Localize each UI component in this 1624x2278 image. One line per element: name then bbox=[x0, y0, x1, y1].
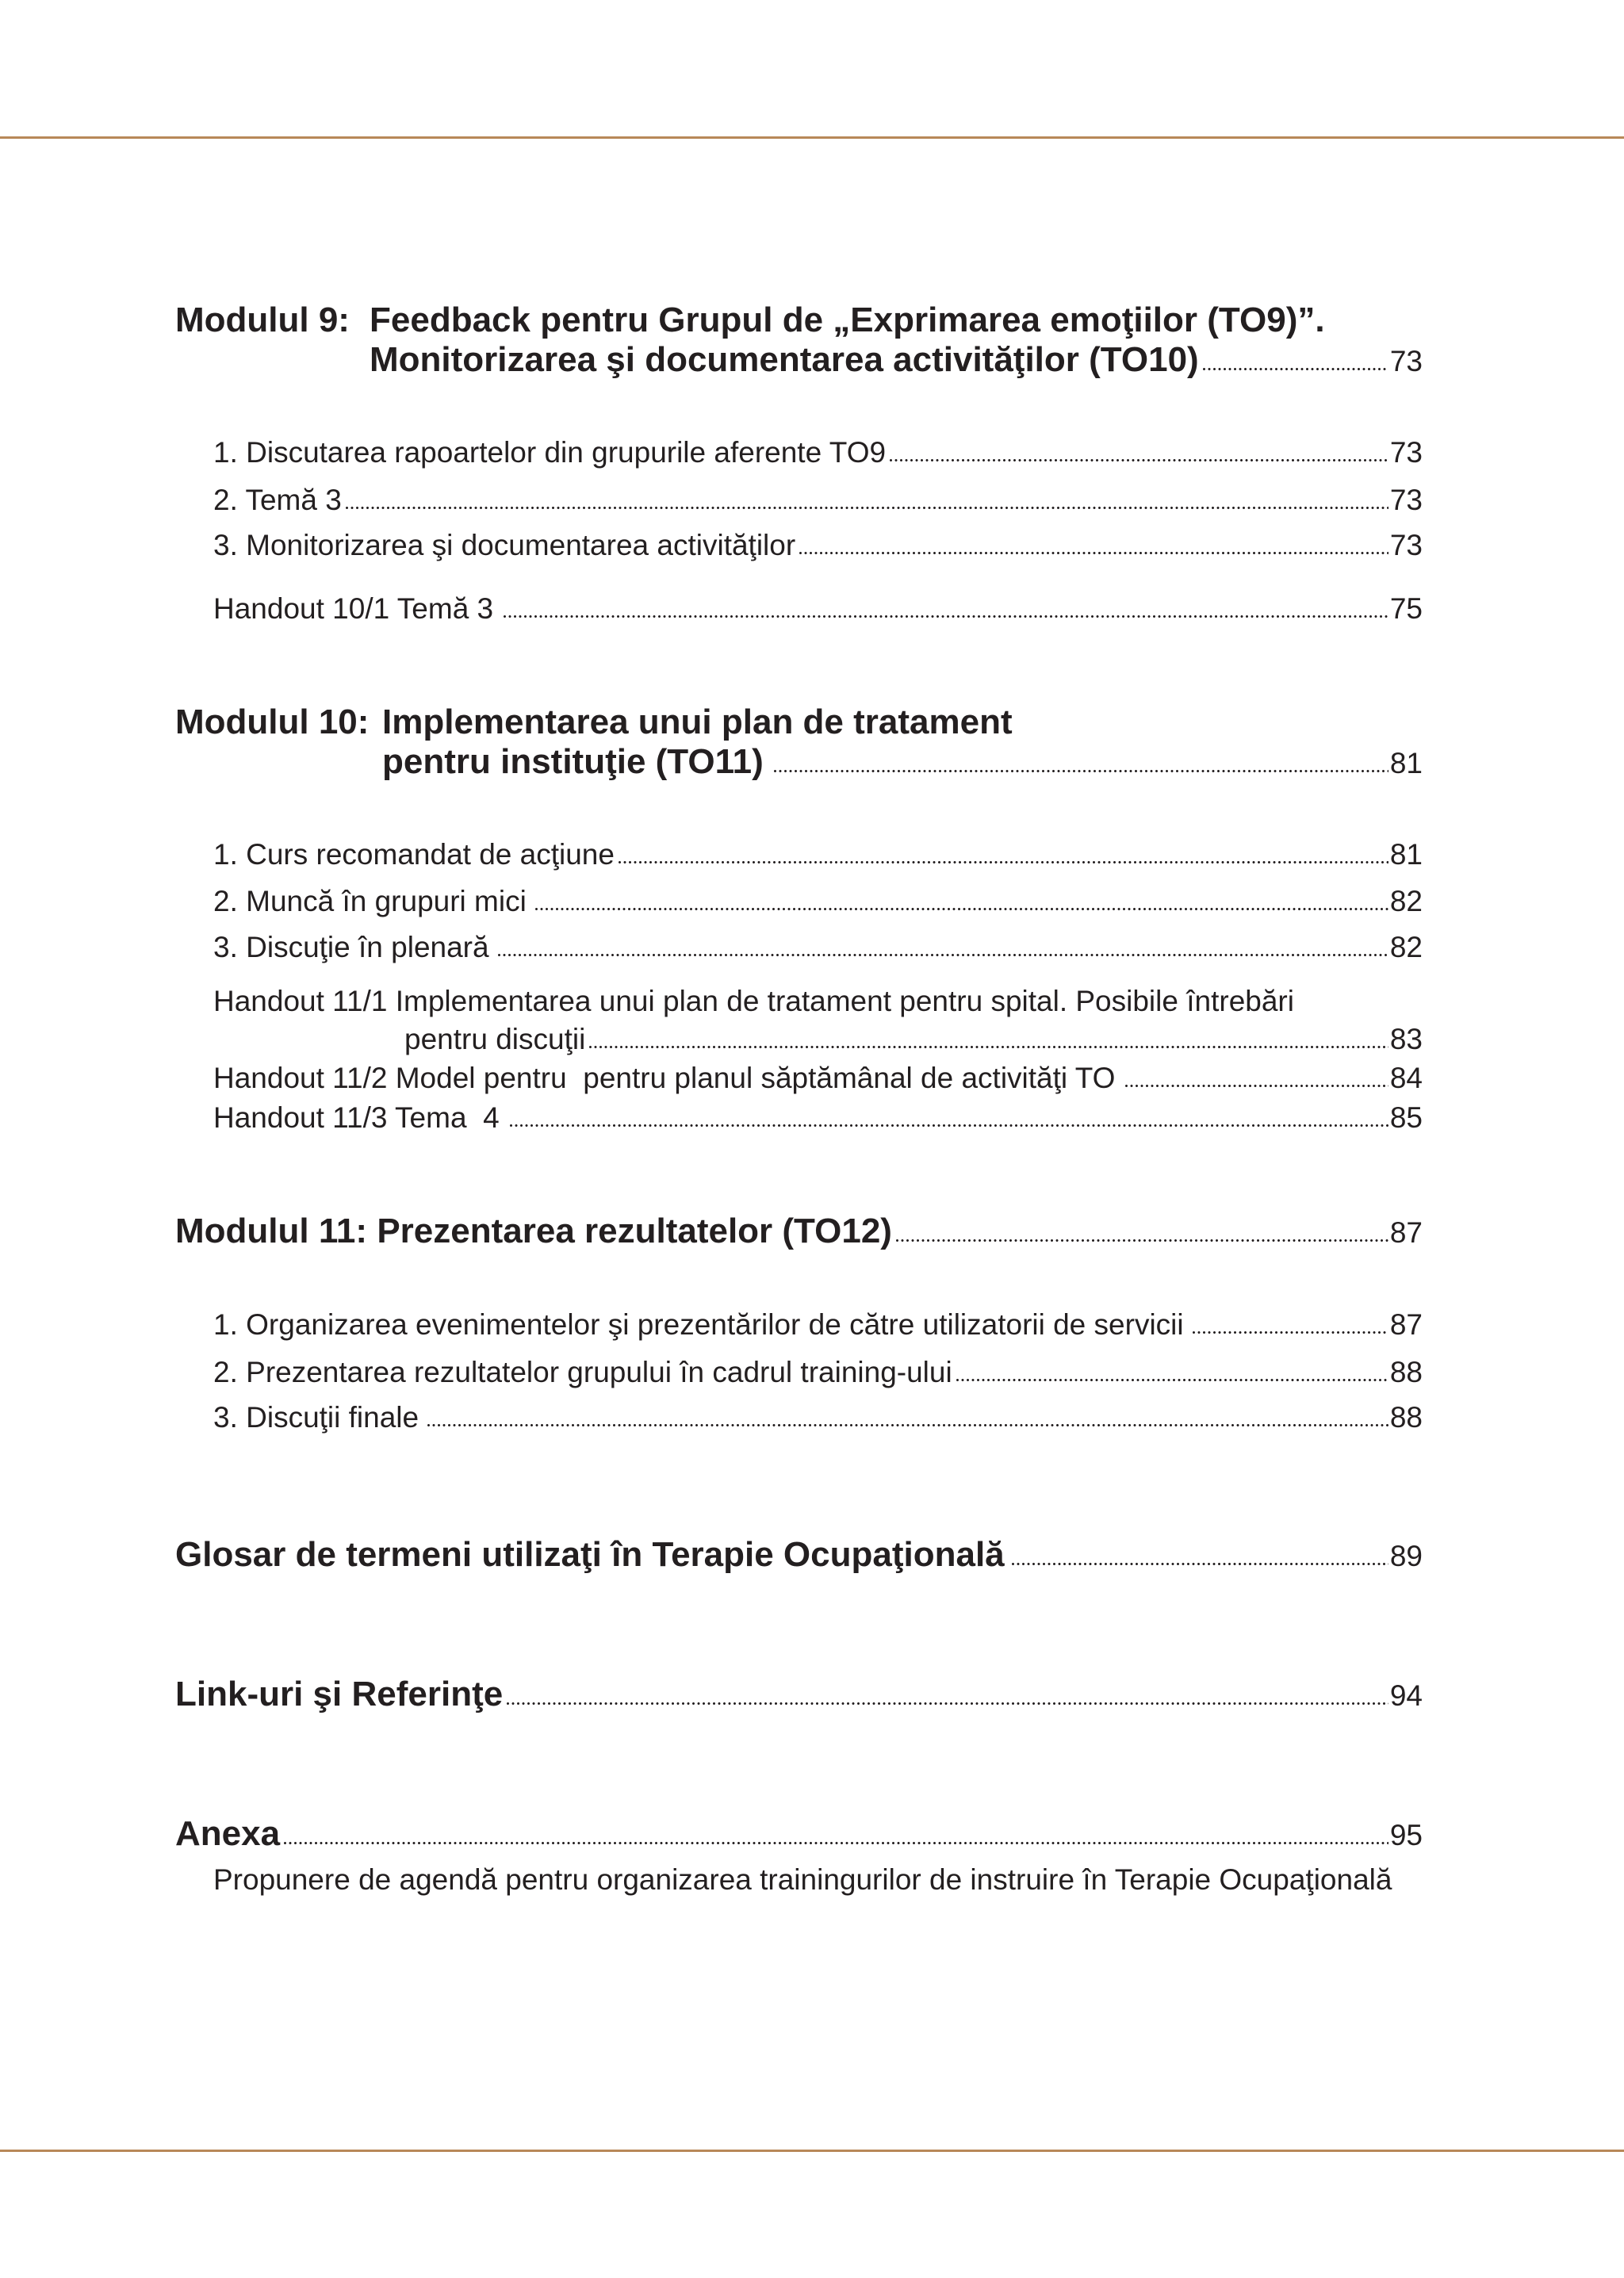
entry-label: 2. Prezentarea rezultatelor grupului în cadrul training-ului bbox=[213, 1356, 952, 1388]
page-number: 87 bbox=[1389, 1308, 1423, 1341]
toc-entry-handout bbox=[213, 1098, 1423, 1138]
toc-entry bbox=[213, 1398, 1423, 1438]
page-number: 81 bbox=[1389, 838, 1423, 871]
toc-entry bbox=[213, 433, 1423, 473]
annex-note: Propunere de agendă pentru organizarea trainingurilor de instruire în Terapie Ocupaţională bbox=[213, 1863, 1392, 1896]
entry-label: 2. Temă 3 bbox=[213, 484, 342, 516]
page-number: 88 bbox=[1389, 1356, 1423, 1388]
bottom-rule bbox=[0, 2150, 1624, 2152]
page-number: 89 bbox=[1389, 1540, 1423, 1572]
page-number: 87 bbox=[1389, 1216, 1423, 1249]
page-number: 84 bbox=[1389, 1062, 1423, 1094]
entry-label: 1. Curs recomandat de acţiune bbox=[213, 838, 615, 871]
dot-leader bbox=[1011, 1562, 1388, 1566]
page-number: 85 bbox=[1389, 1101, 1423, 1134]
dot-leader bbox=[345, 506, 1388, 510]
dot-leader bbox=[618, 860, 1388, 864]
toc-entry bbox=[213, 1305, 1423, 1345]
page-number: 75 bbox=[1389, 592, 1423, 625]
toc-entry bbox=[213, 480, 1423, 520]
page-number: 81 bbox=[1389, 747, 1423, 779]
toc-entry-module-10 bbox=[382, 742, 1423, 782]
page-number: 73 bbox=[1389, 484, 1423, 516]
dot-leader bbox=[889, 458, 1388, 462]
module-9-prefix: Modulul 9: bbox=[175, 301, 350, 339]
page-number: 82 bbox=[1389, 931, 1423, 963]
dot-leader bbox=[956, 1378, 1388, 1382]
dot-leader bbox=[503, 614, 1388, 618]
dot-leader bbox=[895, 1239, 1388, 1242]
page-number: 82 bbox=[1389, 885, 1423, 917]
entry-label: Handout 11/2 Model pentru pentru planul săptămânal de activităţi TO bbox=[213, 1062, 1116, 1094]
module-11-prefix: Modulul 11: bbox=[175, 1212, 367, 1250]
toc-entry bbox=[213, 526, 1423, 565]
dot-leader bbox=[588, 1045, 1388, 1049]
toc-entry-handout bbox=[213, 1059, 1423, 1098]
handout-11-1-line1: Handout 11/1 Implementarea unui plan de tratament pentru spital. Posibile întrebări bbox=[213, 985, 1294, 1017]
module-11-title: Prezentarea rezultatelor (TO12) bbox=[377, 1212, 892, 1250]
dot-leader bbox=[497, 953, 1388, 957]
annex-title: Anexa bbox=[175, 1814, 281, 1853]
page-number: 73 bbox=[1389, 529, 1423, 561]
dot-leader bbox=[283, 1841, 1388, 1845]
page-number: 73 bbox=[1389, 436, 1423, 469]
dot-leader bbox=[1192, 1330, 1388, 1334]
dot-leader bbox=[1124, 1084, 1388, 1088]
dot-leader bbox=[427, 1423, 1388, 1427]
module-10-title-line1: Implementarea unui plan de tratament bbox=[382, 703, 1013, 741]
page-number: 95 bbox=[1389, 1819, 1423, 1851]
toc-entry bbox=[213, 882, 1423, 921]
page-number: 94 bbox=[1389, 1679, 1423, 1712]
toc-entry bbox=[213, 928, 1423, 967]
toc-entry-links bbox=[175, 1675, 1423, 1714]
entry-label: 3. Discuţie în plenară bbox=[213, 931, 489, 963]
top-rule bbox=[0, 136, 1624, 139]
glossary-title: Glosar de termeni utilizaţi în Terapie Ocupaţională bbox=[175, 1535, 1005, 1574]
dot-leader bbox=[509, 1124, 1388, 1128]
dot-leader bbox=[506, 1702, 1388, 1706]
dot-leader bbox=[773, 769, 1388, 773]
toc-entry bbox=[213, 835, 1423, 875]
toc-entry-annex bbox=[175, 1814, 1423, 1854]
entry-label: 3. Monitorizarea şi documentarea activităţilor bbox=[213, 529, 796, 561]
dot-leader bbox=[1202, 367, 1388, 371]
page-number: 83 bbox=[1389, 1023, 1423, 1055]
module-9-title-line2: Monitorizarea şi documentarea activităţilor (TO10) bbox=[370, 340, 1199, 379]
module-10-title-line2: pentru instituţie (TO11) bbox=[382, 742, 764, 781]
handout-11-1-line2: pentru discuţii bbox=[404, 1023, 586, 1055]
entry-label: Handout 11/3 Tema 4 bbox=[213, 1101, 500, 1134]
toc-entry bbox=[213, 1353, 1423, 1392]
page-number: 73 bbox=[1389, 345, 1423, 377]
page-number: 88 bbox=[1389, 1401, 1423, 1434]
toc-entry-glossary bbox=[175, 1535, 1423, 1575]
toc-entry-handout bbox=[213, 589, 1423, 629]
toc-entry-module-9 bbox=[370, 340, 1423, 380]
entry-label: 1. Discutarea rapoartelor din grupurile aferente TO9 bbox=[213, 436, 887, 469]
toc-entry-handout bbox=[404, 1020, 1423, 1059]
dot-leader bbox=[534, 907, 1388, 911]
module-10-prefix: Modulul 10: bbox=[175, 703, 370, 741]
entry-label: 3. Discuţii finale bbox=[213, 1401, 419, 1434]
links-title: Link-uri şi Referinţe bbox=[175, 1675, 504, 1713]
module-9-title-line1: Feedback pentru Grupul de „Exprimarea emoţiilor (TO9)”. bbox=[370, 301, 1325, 339]
entry-label: Handout 10/1 Temă 3 bbox=[213, 592, 494, 625]
toc-entry-module-11 bbox=[175, 1212, 1423, 1251]
entry-label: 2. Muncă în grupuri mici bbox=[213, 885, 527, 917]
dot-leader bbox=[799, 551, 1388, 555]
entry-label: 1. Organizarea evenimentelor şi prezentărilor de către utilizatorii de servicii bbox=[213, 1308, 1184, 1341]
